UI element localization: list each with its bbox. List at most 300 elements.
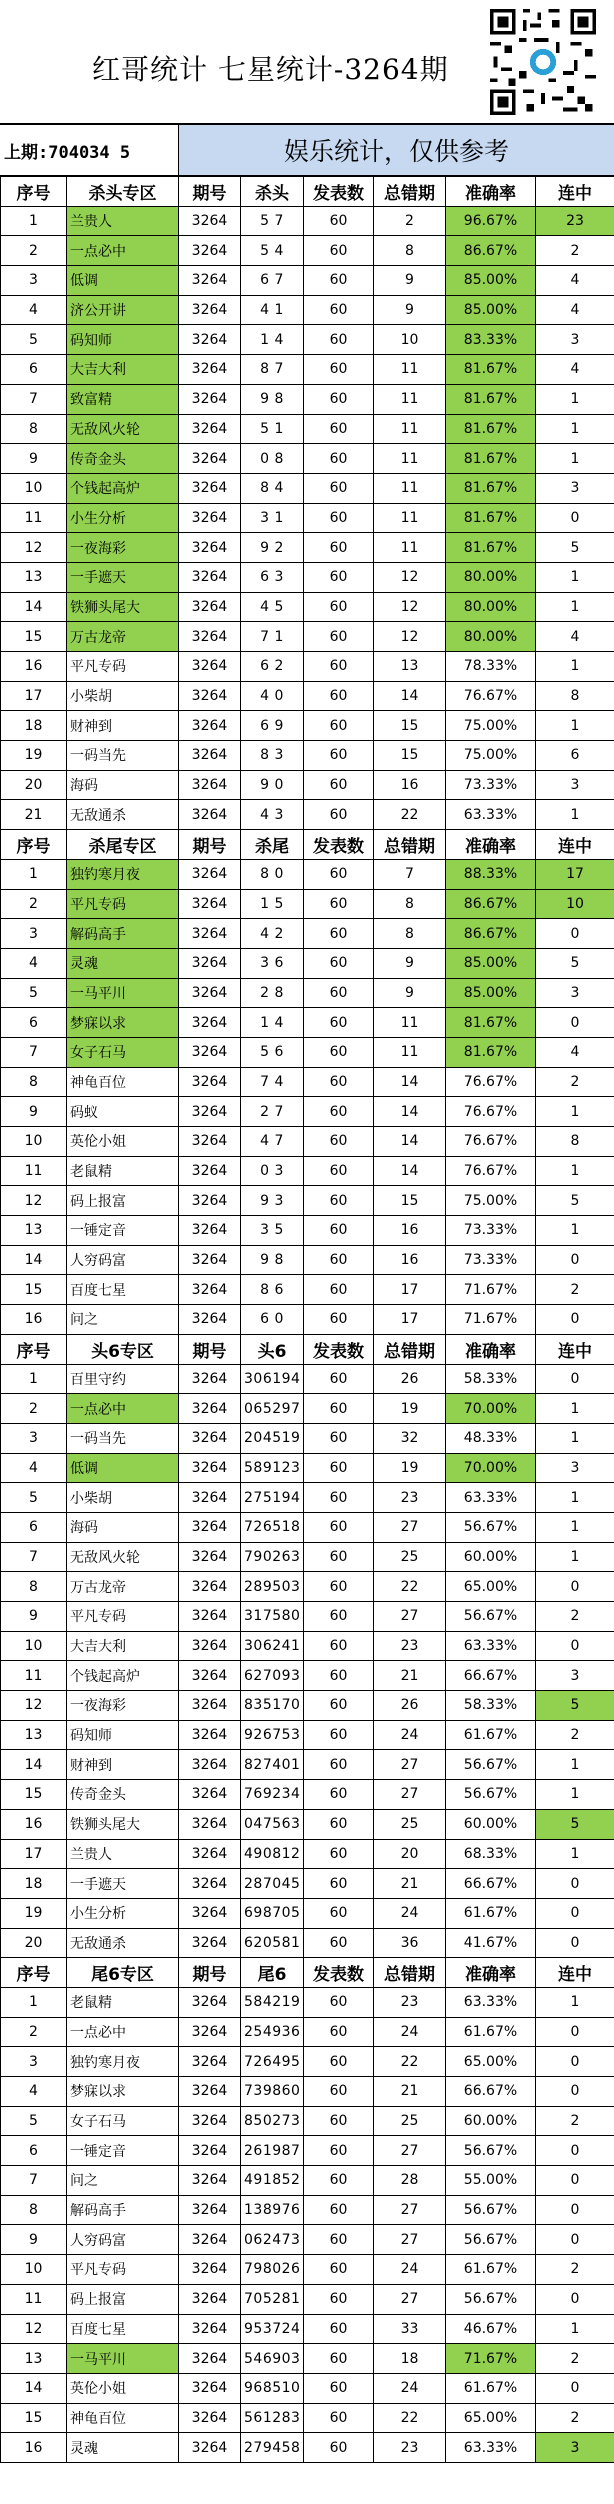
cell-value: 1 4 — [241, 1008, 304, 1038]
cell-accuracy: 55.00% — [446, 2166, 536, 2196]
cell-name: 码上报富 — [67, 2284, 179, 2314]
cell-rank: 14 — [1, 2373, 67, 2403]
cell-issue: 3264 — [179, 1720, 241, 1750]
cell-accuracy: 96.67% — [446, 206, 536, 236]
cell-value: 3 5 — [241, 1216, 304, 1246]
table-row — [1, 1423, 614, 1453]
cell-issue: 3264 — [179, 2373, 241, 2403]
cell-rank: 15 — [1, 1780, 67, 1810]
column-header-value: 杀尾 — [241, 830, 304, 860]
cell-issue: 3264 — [179, 325, 241, 355]
cell-errors: 23 — [374, 1483, 446, 1513]
cell-streak: 3 — [536, 1453, 614, 1483]
column-header-rank: 序号 — [1, 177, 67, 207]
cell-value: 062473 — [241, 2225, 304, 2255]
cell-rank: 20 — [1, 770, 67, 800]
cell-name: 人穷码富 — [67, 2225, 179, 2255]
cell-issue: 3264 — [179, 1928, 241, 1958]
disclaimer-banner: 娱乐统计，仅供参考 — [178, 125, 614, 175]
cell-streak: 1 — [536, 800, 614, 830]
cell-value: 490812 — [241, 1839, 304, 1869]
cell-errors: 27 — [374, 2225, 446, 2255]
cell-streak: 2 — [536, 1602, 614, 1632]
cell-value: 9 8 — [241, 1245, 304, 1275]
cell-issue: 3264 — [179, 1691, 241, 1721]
cell-issue: 3264 — [179, 2195, 241, 2225]
cell-streak: 3 — [536, 1661, 614, 1691]
cell-published: 60 — [304, 206, 374, 236]
cell-streak: 0 — [536, 1898, 614, 1928]
cell-published: 60 — [304, 1750, 374, 1780]
cell-rank: 6 — [1, 2136, 67, 2166]
cell-value: 798026 — [241, 2255, 304, 2285]
cell-streak: 0 — [536, 1305, 614, 1335]
cell-streak: 5 — [536, 1809, 614, 1839]
cell-errors: 21 — [374, 2077, 446, 2107]
cell-issue: 3264 — [179, 1869, 241, 1899]
cell-accuracy: 63.33% — [446, 1483, 536, 1513]
cell-value: 8 7 — [241, 355, 304, 385]
cell-published: 60 — [304, 384, 374, 414]
cell-name: 灵魂 — [67, 948, 179, 978]
cell-streak: 5 — [536, 948, 614, 978]
cell-value: 0 8 — [241, 444, 304, 474]
cell-accuracy: 81.67% — [446, 503, 536, 533]
cell-name: 独钓寒月夜 — [67, 2047, 179, 2077]
cell-issue: 3264 — [179, 1631, 241, 1661]
cell-accuracy: 56.67% — [446, 1780, 536, 1810]
cell-streak: 6 — [536, 741, 614, 771]
table-row — [1, 1542, 614, 1572]
table-row — [1, 206, 614, 236]
cell-issue: 3264 — [179, 2017, 241, 2047]
cell-rank: 4 — [1, 948, 67, 978]
cell-value: 546903 — [241, 2344, 304, 2374]
cell-published: 60 — [304, 414, 374, 444]
cell-name: 梦寐以求 — [67, 1008, 179, 1038]
table-row — [1, 1453, 614, 1483]
cell-errors: 11 — [374, 503, 446, 533]
section-header-row — [1, 830, 614, 860]
cell-value: 1 5 — [241, 889, 304, 919]
cell-errors: 27 — [374, 1512, 446, 1542]
cell-rank: 2 — [1, 889, 67, 919]
cell-rank: 21 — [1, 800, 67, 830]
cell-published: 60 — [304, 266, 374, 296]
cell-streak: 3 — [536, 770, 614, 800]
cell-errors: 17 — [374, 1275, 446, 1305]
cell-published: 60 — [304, 2314, 374, 2344]
column-header-name: 杀尾专区 — [67, 830, 179, 860]
cell-issue: 3264 — [179, 1602, 241, 1632]
cell-streak: 1 — [536, 1987, 614, 2017]
cell-name: 一手遮天 — [67, 1869, 179, 1899]
cell-accuracy: 83.33% — [446, 325, 536, 355]
cell-value: 769234 — [241, 1780, 304, 1810]
column-header-name: 杀头专区 — [67, 177, 179, 207]
cell-value: 584219 — [241, 1987, 304, 2017]
cell-streak: 1 — [536, 1542, 614, 1572]
table-row — [1, 2225, 614, 2255]
cell-issue: 3264 — [179, 2314, 241, 2344]
cell-published: 60 — [304, 1245, 374, 1275]
cell-name: 传奇金头 — [67, 1780, 179, 1810]
cell-rank: 15 — [1, 2403, 67, 2433]
cell-name: 女子石马 — [67, 1037, 179, 1067]
table-row — [1, 2136, 614, 2166]
table-row — [1, 711, 614, 741]
cell-published: 60 — [304, 1394, 374, 1424]
cell-name: 济公开讲 — [67, 295, 179, 325]
cell-errors: 11 — [374, 473, 446, 503]
cell-name: 个钱起高炉 — [67, 1661, 179, 1691]
cell-published: 60 — [304, 1008, 374, 1038]
cell-accuracy: 66.67% — [446, 1661, 536, 1691]
cell-rank: 1 — [1, 206, 67, 236]
column-header-accuracy: 准确率 — [446, 1958, 536, 1988]
column-header-issue: 期号 — [179, 1334, 241, 1364]
cell-published: 60 — [304, 978, 374, 1008]
cell-issue: 3264 — [179, 1305, 241, 1335]
table-row — [1, 1691, 614, 1721]
cell-published: 60 — [304, 770, 374, 800]
cell-accuracy: 70.00% — [446, 1394, 536, 1424]
cell-name: 梦寐以求 — [67, 2077, 179, 2107]
cell-name: 传奇金头 — [67, 444, 179, 474]
cell-accuracy: 61.67% — [446, 2373, 536, 2403]
cell-streak: 8 — [536, 1127, 614, 1157]
cell-errors: 22 — [374, 2403, 446, 2433]
cell-published: 60 — [304, 2433, 374, 2463]
column-header-accuracy: 准确率 — [446, 1334, 536, 1364]
cell-published: 60 — [304, 800, 374, 830]
cell-value: 5 1 — [241, 414, 304, 444]
cell-value: 8 6 — [241, 1275, 304, 1305]
cell-streak: 3 — [536, 978, 614, 1008]
cell-published: 60 — [304, 1037, 374, 1067]
previous-draw-label: 上期:704034 5 — [4, 142, 131, 163]
cell-published: 60 — [304, 2403, 374, 2433]
cell-published: 60 — [304, 1483, 374, 1513]
cell-accuracy: 46.67% — [446, 2314, 536, 2344]
cell-published: 60 — [304, 1186, 374, 1216]
cell-streak: 1 — [536, 1394, 614, 1424]
cell-value: 827401 — [241, 1750, 304, 1780]
cell-published: 60 — [304, 1869, 374, 1899]
cell-rank: 8 — [1, 414, 67, 444]
cell-rank: 13 — [1, 2344, 67, 2374]
cell-rank: 3 — [1, 919, 67, 949]
cell-rank: 5 — [1, 1483, 67, 1513]
cell-rank: 14 — [1, 1245, 67, 1275]
cell-errors: 20 — [374, 1839, 446, 1869]
column-header-errors: 总错期 — [374, 1334, 446, 1364]
table-row — [1, 1156, 614, 1186]
cell-rank: 2 — [1, 2017, 67, 2047]
cell-published: 60 — [304, 652, 374, 682]
cell-value: 0 3 — [241, 1156, 304, 1186]
cell-name: 财神到 — [67, 711, 179, 741]
cell-value: 9 3 — [241, 1186, 304, 1216]
cell-value: 306194 — [241, 1364, 304, 1394]
column-header-value: 尾6 — [241, 1958, 304, 1988]
cell-rank: 3 — [1, 1423, 67, 1453]
cell-published: 60 — [304, 1809, 374, 1839]
cell-rank: 16 — [1, 1809, 67, 1839]
cell-streak: 1 — [536, 652, 614, 682]
cell-errors: 26 — [374, 1691, 446, 1721]
cell-accuracy: 60.00% — [446, 2106, 536, 2136]
cell-streak: 1 — [536, 384, 614, 414]
cell-accuracy: 73.33% — [446, 1216, 536, 1246]
cell-issue: 3264 — [179, 2077, 241, 2107]
cell-published: 60 — [304, 1423, 374, 1453]
cell-rank: 16 — [1, 1305, 67, 1335]
cell-rank: 18 — [1, 1869, 67, 1899]
cell-streak: 0 — [536, 1008, 614, 1038]
cell-rank: 12 — [1, 533, 67, 563]
cell-value: 204519 — [241, 1423, 304, 1453]
cell-value: 589123 — [241, 1453, 304, 1483]
cell-errors: 11 — [374, 384, 446, 414]
cell-streak: 0 — [536, 1245, 614, 1275]
cell-name: 问之 — [67, 1305, 179, 1335]
cell-accuracy: 81.67% — [446, 355, 536, 385]
cell-rank: 3 — [1, 2047, 67, 2077]
cell-issue: 3264 — [179, 1898, 241, 1928]
cell-issue: 3264 — [179, 1780, 241, 1810]
cell-accuracy: 76.67% — [446, 1067, 536, 1097]
cell-issue: 3264 — [179, 1245, 241, 1275]
cell-value: 4 0 — [241, 681, 304, 711]
cell-accuracy: 56.67% — [446, 1750, 536, 1780]
cell-accuracy: 86.67% — [446, 919, 536, 949]
table-row — [1, 1483, 614, 1513]
cell-errors: 14 — [374, 681, 446, 711]
cell-issue: 3264 — [179, 414, 241, 444]
cell-rank: 5 — [1, 325, 67, 355]
cell-errors: 27 — [374, 2195, 446, 2225]
cell-issue: 3264 — [179, 711, 241, 741]
cell-name: 铁狮头尾大 — [67, 592, 179, 622]
cell-accuracy: 76.67% — [446, 681, 536, 711]
cell-issue: 3264 — [179, 2433, 241, 2463]
cell-published: 60 — [304, 2106, 374, 2136]
cell-published: 60 — [304, 1691, 374, 1721]
cell-name: 兰贵人 — [67, 1839, 179, 1869]
cell-streak: 1 — [536, 711, 614, 741]
table-row — [1, 2373, 614, 2403]
cell-value: 7 4 — [241, 1067, 304, 1097]
table-row — [1, 1127, 614, 1157]
cell-value: 790263 — [241, 1542, 304, 1572]
cell-value: 835170 — [241, 1691, 304, 1721]
table-row — [1, 2106, 614, 2136]
cell-name: 百度七星 — [67, 2314, 179, 2344]
table-row — [1, 355, 614, 385]
table-row — [1, 859, 614, 889]
cell-issue: 3264 — [179, 2106, 241, 2136]
cell-accuracy: 85.00% — [446, 266, 536, 296]
cell-rank: 3 — [1, 266, 67, 296]
cell-published: 60 — [304, 1512, 374, 1542]
cell-errors: 23 — [374, 1987, 446, 2017]
cell-published: 60 — [304, 681, 374, 711]
cell-value: 047563 — [241, 1809, 304, 1839]
cell-accuracy: 80.00% — [446, 562, 536, 592]
table-row — [1, 652, 614, 682]
cell-streak: 8 — [536, 681, 614, 711]
cell-errors: 32 — [374, 1423, 446, 1453]
cell-streak: 4 — [536, 266, 614, 296]
cell-accuracy: 73.33% — [446, 770, 536, 800]
cell-streak: 0 — [536, 1572, 614, 1602]
cell-value: 698705 — [241, 1898, 304, 1928]
cell-value: 620581 — [241, 1928, 304, 1958]
cell-value: 289503 — [241, 1572, 304, 1602]
cell-accuracy: 75.00% — [446, 711, 536, 741]
cell-rank: 13 — [1, 1720, 67, 1750]
cell-errors: 24 — [374, 1720, 446, 1750]
cell-issue: 3264 — [179, 1572, 241, 1602]
table-row — [1, 1305, 614, 1335]
column-header-issue: 期号 — [179, 177, 241, 207]
cell-errors: 17 — [374, 1305, 446, 1335]
table-row — [1, 1750, 614, 1780]
cell-errors: 23 — [374, 1631, 446, 1661]
table-row — [1, 978, 614, 1008]
table-row — [1, 1008, 614, 1038]
cell-published: 60 — [304, 1156, 374, 1186]
cell-streak: 0 — [536, 2077, 614, 2107]
cell-published: 60 — [304, 2077, 374, 2107]
cell-issue: 3264 — [179, 1216, 241, 1246]
cell-streak: 0 — [536, 1869, 614, 1899]
cell-name: 小生分析 — [67, 1898, 179, 1928]
cell-value: 726495 — [241, 2047, 304, 2077]
cell-accuracy: 61.67% — [446, 1720, 536, 1750]
cell-errors: 9 — [374, 978, 446, 1008]
cell-name: 一马平川 — [67, 2344, 179, 2374]
cell-errors: 28 — [374, 2166, 446, 2196]
cell-published: 60 — [304, 741, 374, 771]
table-row — [1, 325, 614, 355]
cell-streak: 1 — [536, 562, 614, 592]
cell-value: 5 6 — [241, 1037, 304, 1067]
cell-name: 一手遮天 — [67, 562, 179, 592]
cell-errors: 15 — [374, 711, 446, 741]
cell-value: 4 1 — [241, 295, 304, 325]
table-row — [1, 2284, 614, 2314]
cell-accuracy: 56.67% — [446, 1512, 536, 1542]
cell-issue: 3264 — [179, 2344, 241, 2374]
cell-name: 问之 — [67, 2166, 179, 2196]
cell-streak: 1 — [536, 1483, 614, 1513]
cell-value: 065297 — [241, 1394, 304, 1424]
cell-published: 60 — [304, 2166, 374, 2196]
table-row — [1, 800, 614, 830]
cell-rank: 12 — [1, 2314, 67, 2344]
cell-name: 小柴胡 — [67, 681, 179, 711]
cell-issue: 3264 — [179, 1156, 241, 1186]
cell-errors: 11 — [374, 1037, 446, 1067]
table-row — [1, 1512, 614, 1542]
cell-value: 3 1 — [241, 503, 304, 533]
cell-published: 60 — [304, 1661, 374, 1691]
table-row — [1, 414, 614, 444]
cell-streak: 4 — [536, 355, 614, 385]
cell-published: 60 — [304, 1542, 374, 1572]
cell-streak: 0 — [536, 1928, 614, 1958]
cell-value: 3 6 — [241, 948, 304, 978]
cell-name: 财神到 — [67, 1750, 179, 1780]
cell-published: 60 — [304, 1898, 374, 1928]
cell-rank: 9 — [1, 444, 67, 474]
cell-name: 小柴胡 — [67, 1483, 179, 1513]
table-row — [1, 2403, 614, 2433]
cell-value: 4 3 — [241, 800, 304, 830]
cell-value: 5 7 — [241, 206, 304, 236]
cell-name: 一点必中 — [67, 236, 179, 266]
cell-rank: 11 — [1, 1661, 67, 1691]
cell-issue: 3264 — [179, 295, 241, 325]
column-header-streak: 连中 — [536, 177, 614, 207]
cell-name: 一码当先 — [67, 741, 179, 771]
table-row — [1, 2047, 614, 2077]
cell-value: 491852 — [241, 2166, 304, 2196]
column-header-rank: 序号 — [1, 1958, 67, 1988]
cell-published: 60 — [304, 1305, 374, 1335]
cell-errors: 27 — [374, 2136, 446, 2166]
table-row — [1, 1572, 614, 1602]
cell-name: 低调 — [67, 1453, 179, 1483]
cell-name: 致富精 — [67, 384, 179, 414]
cell-rank: 14 — [1, 1750, 67, 1780]
cell-name: 一夜海彩 — [67, 533, 179, 563]
cell-accuracy: 71.67% — [446, 1275, 536, 1305]
qr-code-icon — [490, 8, 596, 116]
table-row — [1, 2017, 614, 2047]
cell-accuracy: 81.67% — [446, 414, 536, 444]
cell-streak: 2 — [536, 1720, 614, 1750]
cell-issue: 3264 — [179, 384, 241, 414]
cell-published: 60 — [304, 1097, 374, 1127]
cell-errors: 14 — [374, 1127, 446, 1157]
cell-errors: 24 — [374, 2373, 446, 2403]
table-row — [1, 2314, 614, 2344]
cell-rank: 10 — [1, 473, 67, 503]
cell-streak: 1 — [536, 1423, 614, 1453]
section-header-row — [1, 1958, 614, 1988]
table-row — [1, 1097, 614, 1127]
cell-issue: 3264 — [179, 1750, 241, 1780]
cell-name: 神龟百位 — [67, 1067, 179, 1097]
cell-streak: 1 — [536, 1780, 614, 1810]
cell-issue: 3264 — [179, 681, 241, 711]
column-header-rank: 序号 — [1, 830, 67, 860]
cell-issue: 3264 — [179, 1037, 241, 1067]
cell-errors: 11 — [374, 444, 446, 474]
cell-accuracy: 75.00% — [446, 1186, 536, 1216]
cell-issue: 3264 — [179, 236, 241, 266]
cell-name: 兰贵人 — [67, 206, 179, 236]
cell-accuracy: 58.33% — [446, 1364, 536, 1394]
cell-issue: 3264 — [179, 800, 241, 830]
cell-accuracy: 81.67% — [446, 444, 536, 474]
cell-streak: 0 — [536, 2284, 614, 2314]
cell-value: 275194 — [241, 1483, 304, 1513]
table-row — [1, 503, 614, 533]
